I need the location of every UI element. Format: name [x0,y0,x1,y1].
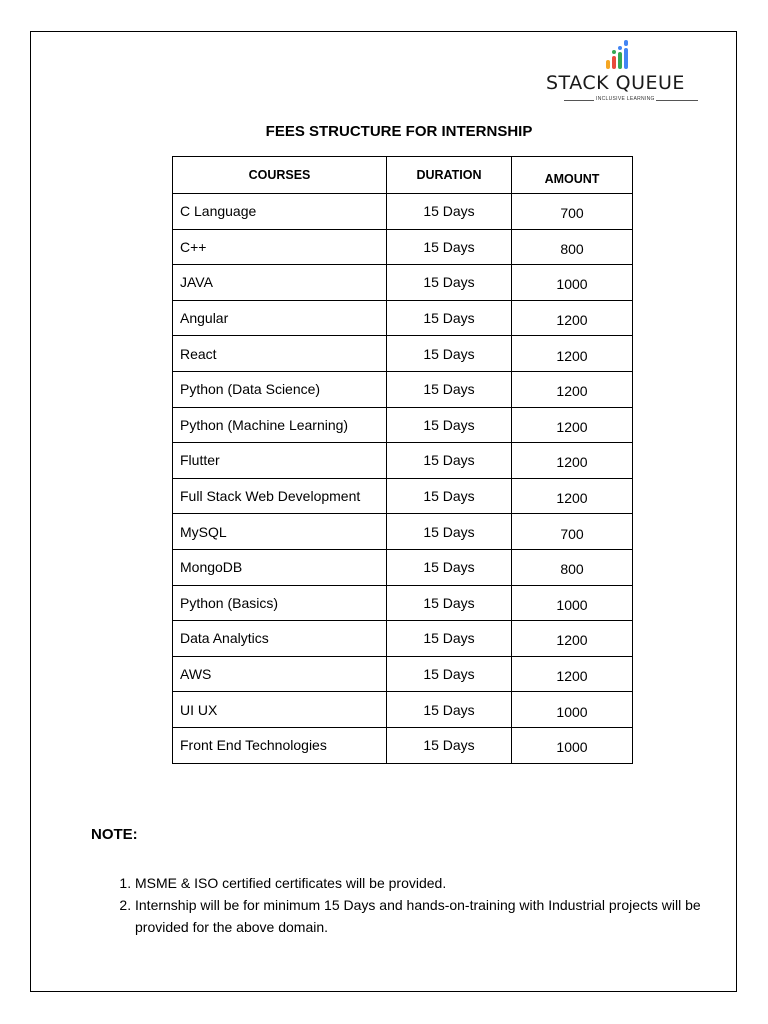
course-cell: Python (Machine Learning) [173,407,387,443]
table-row [173,300,633,336]
duration-cell: 15 Days [387,371,512,407]
course-cell: Front End Technologies [173,727,387,763]
note-item: 2. Internship will be for minimum 15 Days and hands-on-training with Industrial projects will be provided for the above domain. [135,894,750,938]
amount-cell: 800 [512,549,633,585]
table-row [173,443,633,479]
duration-cell: 15 Days [387,229,512,265]
amount-cell: 1200 [512,371,633,407]
duration-cell: 15 Days [387,692,512,728]
logo-tagline: INCLUSIVE LEARNING [596,96,655,102]
header-duration: DURATION [387,157,512,194]
course-cell: Data Analytics [173,621,387,657]
course-cell: JAVA [173,265,387,301]
duration-cell: 15 Days [387,336,512,372]
document-title: FEES STRUCTURE FOR INTERNSHIP [265,123,533,140]
course-cell: Python (Basics) [173,585,387,621]
amount-cell: 700 [512,514,633,550]
duration-cell: 15 Days [387,585,512,621]
tagline-rule-left [564,100,594,101]
course-cell: UI UX [173,692,387,728]
stack-queue-logo [546,38,700,106]
logo-tagline-row [546,96,698,106]
duration-cell: 15 Days [387,656,512,692]
tagline-rule-right [656,100,698,101]
table-row [173,727,633,763]
duration-cell: 15 Days [387,265,512,301]
header-courses: COURSES [173,157,387,194]
duration-cell: 15 Days [387,194,512,230]
note-list [100,872,750,938]
amount-cell: 1200 [512,336,633,372]
table-row [173,194,633,230]
table-row [173,265,633,301]
bar-chart-logo-icon [604,38,644,74]
duration-cell: 15 Days [387,407,512,443]
amount-cell: 1200 [512,407,633,443]
table-row [173,336,633,372]
course-cell: MongoDB [173,549,387,585]
duration-cell: 15 Days [387,443,512,479]
course-cell: AWS [173,656,387,692]
course-cell: MySQL [173,514,387,550]
amount-cell: 800 [512,229,633,265]
amount-cell: 1000 [512,727,633,763]
amount-cell: 700 [512,194,633,230]
table-row [173,621,633,657]
table-row [173,692,633,728]
course-cell: Angular [173,300,387,336]
duration-cell: 15 Days [387,727,512,763]
note-item: 1. MSME & ISO certified certificates will be provided. [135,872,750,894]
logo-wordmark: STACK QUEUE [546,72,685,94]
course-cell: Full Stack Web Development [173,478,387,514]
duration-cell: 15 Days [387,621,512,657]
amount-cell: 1200 [512,300,633,336]
table-row [173,656,633,692]
duration-cell: 15 Days [387,478,512,514]
header-amount: AMOUNT [512,157,633,194]
duration-cell: 15 Days [387,514,512,550]
course-cell: C Language [173,194,387,230]
fees-table-body [173,194,633,764]
course-cell: C++ [173,229,387,265]
fees-table [172,156,633,764]
amount-cell: 1000 [512,692,633,728]
course-cell: Python (Data Science) [173,371,387,407]
table-row [173,371,633,407]
amount-cell: 1200 [512,478,633,514]
amount-cell: 1000 [512,585,633,621]
note-heading: NOTE: [91,826,138,843]
table-row [173,549,633,585]
table-row [173,229,633,265]
course-cell: React [173,336,387,372]
table-row [173,585,633,621]
table-row [173,514,633,550]
duration-cell: 15 Days [387,300,512,336]
table-header-row [173,157,633,194]
course-cell: Flutter [173,443,387,479]
amount-cell: 1000 [512,265,633,301]
amount-cell: 1200 [512,656,633,692]
amount-cell: 1200 [512,621,633,657]
table-row [173,478,633,514]
amount-cell: 1200 [512,443,633,479]
table-row [173,407,633,443]
duration-cell: 15 Days [387,549,512,585]
